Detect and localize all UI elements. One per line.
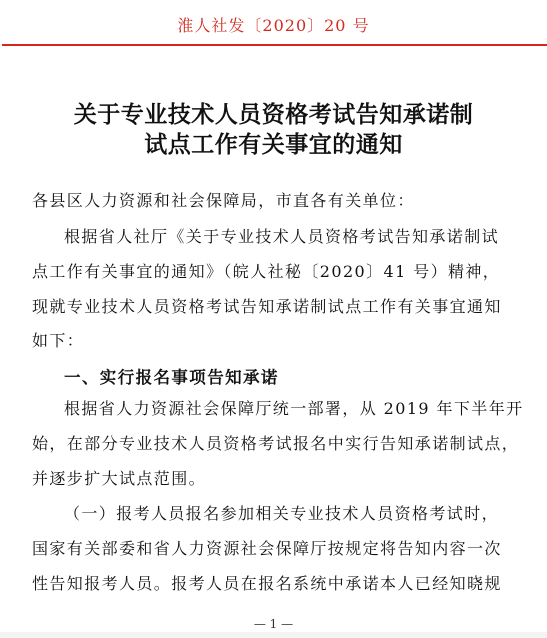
document-title-line-1: 关于专业技术人员资格考试告知承诺制 (73, 102, 474, 128)
page-bottom-edge (0, 632, 547, 638)
document-title-line-2: 试点工作有关事宜的通知 (144, 132, 403, 158)
intro-line-4: 如下： (32, 331, 85, 350)
section-1-heading: 一、实行报名事项告知承诺 (64, 368, 279, 387)
intro-line-2: 点工作有关事宜的通知》（皖人社秘〔2020〕41 号）精神， (32, 262, 501, 281)
page-number: — 1 — (253, 617, 294, 631)
section-1-line-3: 并逐步扩大试点范围。 (32, 469, 207, 488)
document-number: 淮人社发〔2020〕20 号 (177, 16, 370, 35)
section-1-line-2: 始，在部分专业技术人员资格考试报名中实行告知承诺制试点， (32, 434, 520, 453)
item-1-line-3: 性告知报考人员。报考人员在报名系统中承诺本人已经知晓规 (32, 574, 502, 593)
intro-line-1: 根据省人社厅《关于专业技术人员资格考试告知承诺制试 (64, 227, 500, 246)
item-1-line-2: 国家有关部委和省人力资源社会保障厅按规定将告知内容一次 (32, 539, 502, 558)
intro-line-3: 现就专业技术人员资格考试告知承诺制试点工作有关事宜通知 (32, 297, 502, 316)
red-header-rule (2, 44, 547, 46)
salutation: 各县区人力资源和社会保障局，市直各有关单位： (32, 191, 415, 210)
section-1-line-1: 根据省人力资源社会保障厅统一部署，从 2019 年下半年开 (64, 399, 524, 418)
item-1-line-1: （一）报考人员报名参加相关专业技术人员资格考试时， (64, 504, 500, 523)
